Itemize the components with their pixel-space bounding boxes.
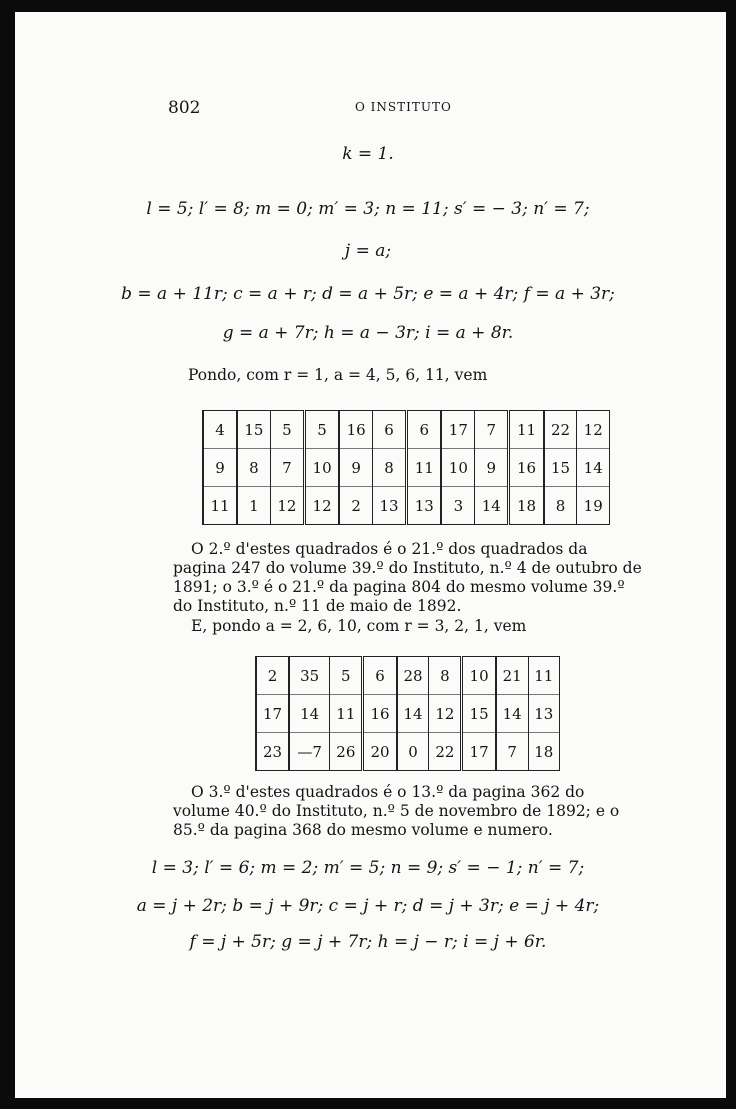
table-cell: 18 (528, 733, 560, 771)
table-cell: 5 (270, 411, 304, 449)
table-cell: 4 (203, 411, 237, 449)
table-cell: 16 (363, 695, 397, 733)
table-cell: 17 (462, 733, 496, 771)
table-row (203, 487, 610, 525)
table-cell: 28 (397, 657, 429, 695)
table-cell: 15 (237, 411, 270, 449)
equation-f-to-i: f = j + 5r; g = j + 7r; h = j − r; i = j + 6r. (189, 932, 547, 952)
table-cell: 11 (330, 695, 363, 733)
table-cell: 1 (237, 487, 270, 525)
table-cell: 17 (441, 411, 474, 449)
table-cell: 18 (509, 487, 544, 525)
table-cell: 7 (270, 449, 304, 487)
table-cell: 9 (475, 449, 509, 487)
table-cell: 13 (373, 487, 407, 525)
table-cell: 6 (407, 411, 442, 449)
page-number: 802 (168, 98, 201, 118)
table-cell: 14 (577, 449, 610, 487)
table-cell: 9 (339, 449, 372, 487)
table-cell: 5 (330, 657, 363, 695)
table-cell: 13 (407, 487, 442, 525)
table-cell: 11 (528, 657, 560, 695)
table-cell: 22 (544, 411, 577, 449)
table-cell: 13 (528, 695, 560, 733)
table-cell: 0 (397, 733, 429, 771)
table-cell: 8 (237, 449, 270, 487)
table-cell: 14 (397, 695, 429, 733)
table-cell: 6 (373, 411, 407, 449)
equation-l-values: l = 5; l′ = 8; m = 0; m′ = 3; n = 11; s′ = − 3; n′ = 7; (146, 199, 590, 219)
table-cell: 7 (496, 733, 528, 771)
table-cell: 19 (577, 487, 610, 525)
table-cell: 6 (363, 657, 397, 695)
table-cell: 8 (544, 487, 577, 525)
table-cell: 12 (429, 695, 462, 733)
table-cell: 20 (363, 733, 397, 771)
equation-a-to-e: a = j + 2r; b = j + 9r; c = j + r; d = j + 3r; e = j + 4r; (136, 896, 600, 916)
paragraph-1: O 2.º d'estes quadrados é o 21.º dos quadrados da pagina 247 do volume 39.º do Instituto, n.º 4 de outubro de 1891; o 3.º é o 21.º da pagina 804 do mesmo volume 39.º do Instituto, n.º 11 de maio de 1892. (173, 540, 642, 615)
paragraph-3: O 3.º d'estes quadrados é o 13.º da pagina 362 do volume 40.º do Instituto, n.º 5 de novembro de 1892; e o 85.º da pagina 368 do mesmo volume e numero. (173, 783, 620, 839)
magic-squares-table-1 (202, 410, 610, 525)
journal-title: O INSTITUTO (355, 100, 452, 114)
table-cell: 10 (441, 449, 474, 487)
table-cell: 11 (509, 411, 544, 449)
table-cell: 8 (429, 657, 462, 695)
equation-j: j = a; (344, 241, 392, 261)
equation-g-to-i: g = a + 7r; h = a − 3r; i = a + 8r. (222, 323, 514, 343)
table-cell: 15 (462, 695, 496, 733)
table-cell: 16 (509, 449, 544, 487)
equation-k: k = 1. (342, 144, 394, 164)
table-cell: 14 (289, 695, 330, 733)
table-cell: 12 (270, 487, 304, 525)
table-cell: 35 (289, 657, 330, 695)
table-cell: 26 (330, 733, 363, 771)
table-row (256, 695, 560, 733)
table-cell: 3 (441, 487, 474, 525)
table-cell: 22 (429, 733, 462, 771)
table-cell: 14 (496, 695, 528, 733)
table-row (256, 657, 560, 695)
table-cell: 12 (304, 487, 339, 525)
table-cell: 15 (544, 449, 577, 487)
table-cell: 2 (256, 657, 289, 695)
table-cell: 8 (373, 449, 407, 487)
table-row (203, 411, 610, 449)
intro-text: Pondo, com r = 1, a = 4, 5, 6, 11, vem (188, 366, 488, 384)
paragraph-2: E, pondo a = 2, 6, 10, com r = 3, 2, 1, vem (191, 617, 527, 635)
table-cell: 12 (577, 411, 610, 449)
table-cell: —7 (289, 733, 330, 771)
equation-b-to-f: b = a + 11r; c = a + r; d = a + 5r; e = a + 4r; f = a + 3r; (121, 284, 615, 304)
table-row (256, 733, 560, 771)
equation-l-values-2: l = 3; l′ = 6; m = 2; m′ = 5; n = 9; s′ = − 1; n′ = 7; (151, 858, 585, 878)
table-cell: 21 (496, 657, 528, 695)
table-cell: 7 (475, 411, 509, 449)
table-cell: 9 (203, 449, 237, 487)
table-cell: 5 (304, 411, 339, 449)
table-cell: 23 (256, 733, 289, 771)
table-cell: 11 (203, 487, 237, 525)
magic-squares-table-2 (255, 656, 560, 771)
table-cell: 10 (462, 657, 496, 695)
table-cell: 11 (407, 449, 442, 487)
table-cell: 16 (339, 411, 372, 449)
table-cell: 17 (256, 695, 289, 733)
table-row (203, 449, 610, 487)
table-cell: 10 (304, 449, 339, 487)
table-cell: 14 (475, 487, 509, 525)
table-cell: 2 (339, 487, 372, 525)
